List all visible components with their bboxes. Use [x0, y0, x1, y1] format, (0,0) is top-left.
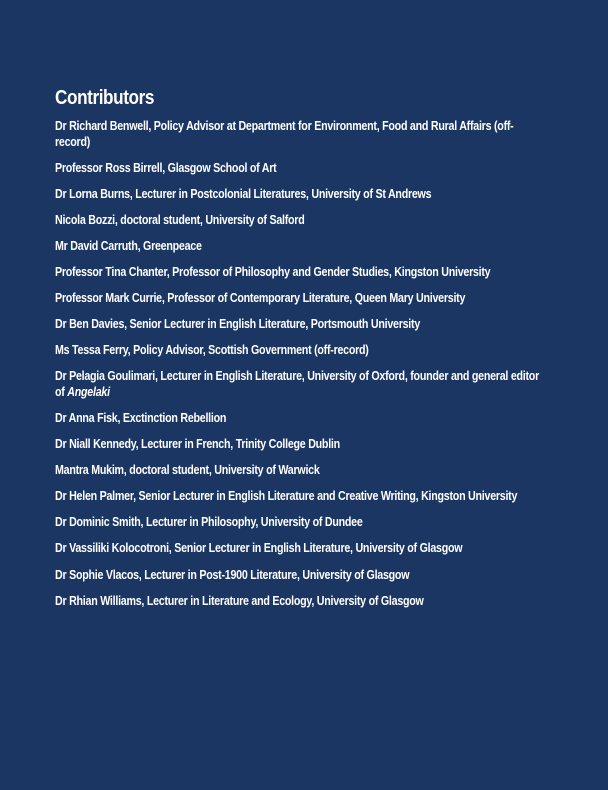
contributor-text: Mantra Mukim, doctoral student, University of Warwick	[55, 463, 320, 478]
contributor-text: Dr Anna Fisk, Exctinction Rebellion	[55, 410, 227, 425]
contributor-entry	[55, 317, 547, 333]
contributor-entry	[55, 265, 547, 281]
contributor-entry	[55, 489, 547, 505]
contributor-entry	[55, 369, 547, 400]
contributor-text: Professor Tina Chanter, Professor of Philosophy and Gender Studies, Kingston University	[55, 264, 491, 279]
contributor-text: Dr Ben Davies, Senior Lecturer in English Literature, Portsmouth University	[55, 317, 421, 332]
contributor-text: Nicola Bozzi, doctoral student, University of Salford	[55, 212, 305, 227]
contributor-text: Dr Sophie Vlacos, Lecturer in Post-1900 Literature, University of Glasgow	[55, 567, 410, 582]
contributor-entry	[55, 119, 547, 150]
contributor-text: Dr Niall Kennedy, Lecturer in French, Trinity College Dublin	[55, 437, 340, 452]
contributor-text: Mr David Carruth, Greenpeace	[55, 238, 202, 253]
contributor-text: Ms Tessa Ferry, Policy Advisor, Scottish Government (off-record)	[55, 343, 369, 358]
contributors-list	[55, 119, 555, 609]
contributor-text: Dr Dominic Smith, Lecturer in Philosophy, University of Dundee	[55, 515, 363, 530]
contributor-text: Dr Richard Benwell, Policy Advisor at Department for Environment, Food and Rural Affairs (off-record)	[55, 119, 514, 149]
contributor-text: Dr Pelagia Goulimari, Lecturer in English Literature, University of Oxford, founder and general editor of	[55, 369, 539, 399]
contributor-entry	[55, 541, 547, 557]
contributor-entry	[55, 437, 547, 453]
contributor-entry	[55, 161, 547, 177]
contributors-section	[55, 86, 555, 620]
contributor-text: Dr Vassiliki Kolocotroni, Senior Lecturer in English Literature, University of Glasgow	[55, 541, 463, 556]
contributor-text: Professor Mark Currie, Professor of Contemporary Literature, Queen Mary University	[55, 291, 466, 306]
contributor-text: Dr Rhian Williams, Lecturer in Literature and Ecology, University of Glasgow	[55, 593, 424, 608]
contributor-entry	[55, 239, 547, 255]
contributor-text: Professor Ross Birrell, Glasgow School of Art	[55, 160, 277, 175]
contributor-entry	[55, 291, 547, 307]
contributor-entry	[55, 515, 547, 531]
contributor-entry	[55, 463, 547, 479]
contributor-entry	[55, 213, 547, 229]
contributor-text: Dr Lorna Burns, Lecturer in Postcolonial Literatures, University of St Andrews	[55, 186, 432, 201]
contributor-entry	[55, 343, 547, 359]
contributor-entry	[55, 568, 547, 584]
contributor-entry	[55, 187, 547, 203]
page-title: Contributors	[55, 87, 154, 109]
contributor-entry	[55, 594, 547, 610]
contributor-text: Dr Helen Palmer, Senior Lecturer in English Literature and Creative Writing, Kingston University	[55, 489, 518, 504]
journal-title: Angelaki	[67, 384, 110, 399]
contributor-entry	[55, 411, 547, 427]
